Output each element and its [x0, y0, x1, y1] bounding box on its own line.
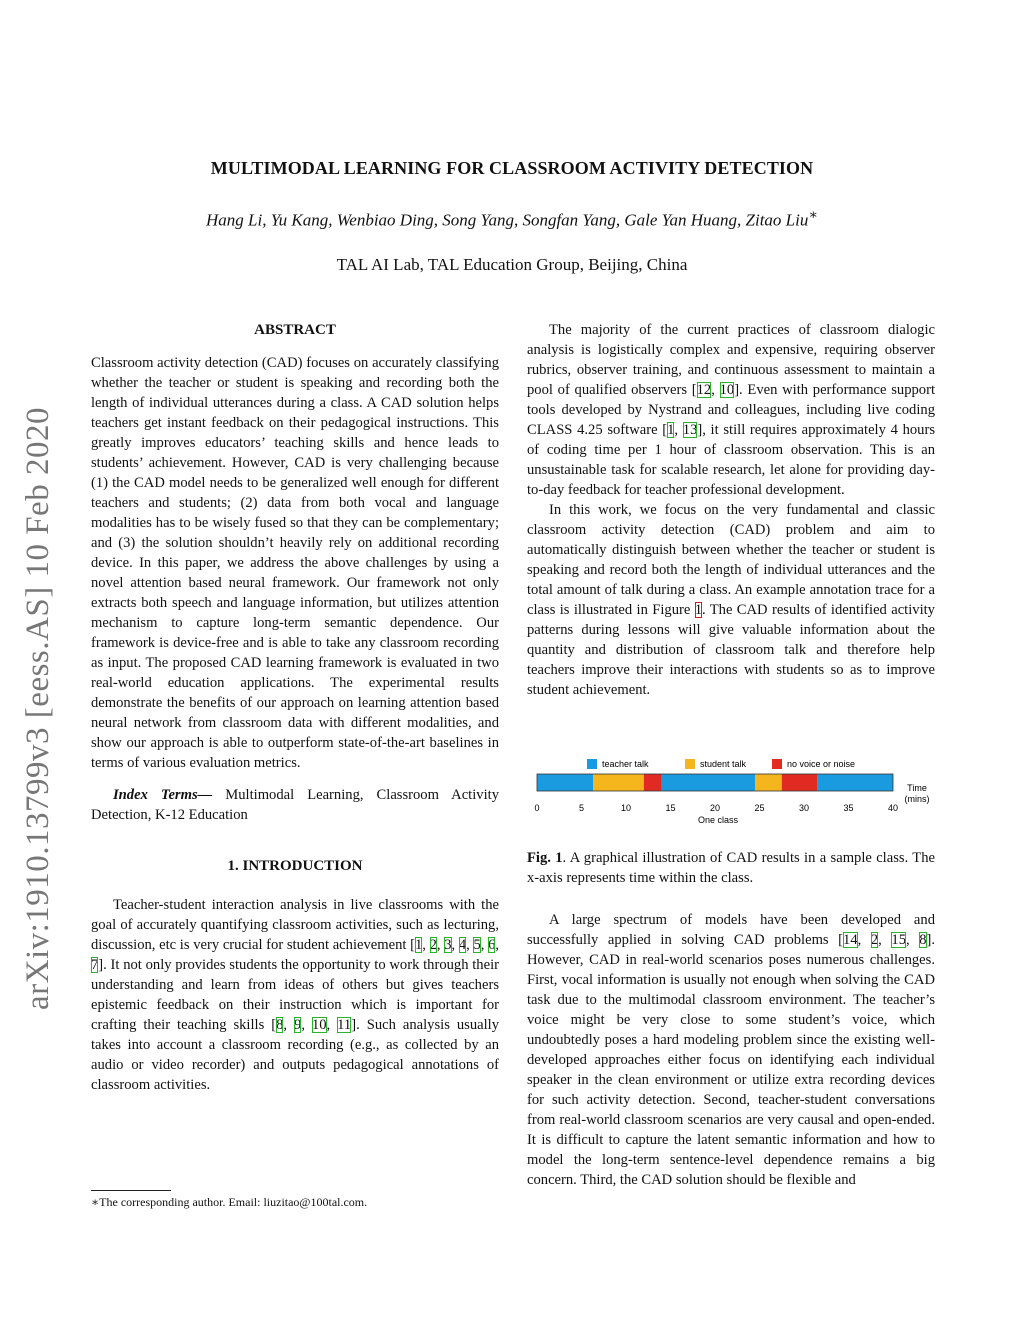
affiliation: TAL AI Lab, TAL Education Group, Beijing, China: [336, 255, 688, 274]
figure-link[interactable]: 1: [694, 602, 702, 618]
citation-separator: ,: [857, 932, 871, 948]
x-axis-ticks: [534, 803, 898, 813]
abstract-heading: ABSTRACT: [254, 322, 336, 338]
citation-link[interactable]: 5: [473, 937, 481, 953]
timeline-segment: [537, 774, 593, 791]
legend-swatch: [772, 759, 782, 769]
corresponding-mark: ∗: [808, 207, 818, 223]
x-tick-label: 25: [754, 803, 765, 813]
abstract-text: Classroom activity detection (CAD) focuses on accurately classifying whether the teacher or student is speaking and recording both the length of individual utterances during a class. A CAD solution helps teachers get instant feedback on their pedagogical instructions. This greatly improves educators’ teaching skills and hence leads to students’ achievement. However, CAD is very challenging because (1) the CAD model needs to be generalized well enough for different teachers and students; (2) data from both vocal and language modalities has to be wisely fused so that they can be complementary; and (3) the solution shouldn’t heavily rely on additional recording device. In this paper, we address the above challenges by using a novel attention based neural framework. Our framework not only extracts both speech and language information, but utilizes attention mechanism to capture long-term semantic dependence. Our framework is device-free and is able to take any classroom recording as input. The proposed CAD learning framework is evaluated in two real-world education applications. The experimental results demonstrate the benefits of our approach on learning attention based neural network from classroom data with different modalities, and show our approach is able to outperform state-of-the-art baselines in terms of various evaluation metrics.: [91, 355, 499, 771]
intro-text-b: ]. It not only provides students the opportunity to work through their understanding and learn from ideas of others but gives teachers epistemic feedback on their instruction which is important for crafting their teaching skills [: [91, 957, 499, 1033]
x-tick-label: 35: [843, 803, 854, 813]
chart-legend: [587, 759, 855, 769]
citation-link[interactable]: 15: [891, 932, 906, 948]
legend-swatch: [587, 759, 597, 769]
citation-group: [276, 1017, 351, 1033]
x-tick-label: 20: [709, 803, 721, 813]
right-p3-text-b: ]. However, CAD in real-world scenarios poses numerous challenges. First, vocal information is usually not enough when solving the CAD task due to the multimodal classroom environment. The teacher’s voice might be very close to some student’s voice, which undoubtedly poses a hard modeling problem since the existing well-developed approaches either focus on identifying each individual speaker in the clean environment or utilize extra recording devices for such activity detection. Second, teacher-student conversations from real-world classroom scenarios are very causal and open-ended. It is difficult to capture the latent semantic information and how to model the long-term sentence-level dependence remains a big concern. Third, the CAD solution should be flexible and: [527, 932, 936, 1188]
paper-title: MULTIMODAL LEARNING FOR CLASSROOM ACTIVITY DETECTION: [210, 158, 814, 178]
timeline-segment: [817, 774, 893, 791]
right-text-c: ], it still requires approximately 4 hours of coding time per 1 hour of classroom observation. This is an unsustainable task for scalable research, let alone for providing day-to-day feedback for teacher professional development.: [527, 422, 936, 498]
right-column: [527, 320, 935, 700]
x-tick-label: 40: [887, 803, 899, 813]
right-p2-text-a: In this work, we focus on the very fundamental and classic classroom activity detection (CAD) problem and aim to automatically distinguish between whether the teacher or student is speaking and record both the length of individual utterances and the total amount of talk during a class. An example annotation trace for a class is illustrated in Figure: [527, 502, 935, 618]
cad-timeline-figure: [527, 752, 935, 832]
timeline-bar: [537, 774, 893, 791]
timeline-segment: [644, 774, 662, 791]
citation-separator: ,: [711, 382, 720, 398]
citation-link[interactable]: 10: [311, 1017, 327, 1033]
citation-link[interactable]: 12: [696, 382, 712, 398]
timeline-segment: [755, 774, 782, 791]
figure-caption: [527, 848, 935, 888]
citation-separator: ,: [466, 937, 474, 953]
citation-link[interactable]: 14: [843, 932, 858, 948]
footnote: ∗The corresponding author. Email: liuzitao@100tal.com.: [91, 1195, 368, 1209]
citation-separator: ,: [301, 1017, 312, 1033]
legend-label: no voice or noise: [787, 759, 856, 769]
x-axis-unit-time: Time: [907, 783, 927, 793]
intro-paragraph-1: [91, 895, 499, 1095]
right-p3-text-a: A large spectrum of models have been developed and successfully applied in solving CAD problems [: [527, 912, 935, 948]
citation-separator: ,: [436, 937, 445, 953]
citation-separator: ,: [674, 422, 683, 438]
citation-link[interactable]: 2: [870, 932, 879, 948]
right-paragraph-1: [527, 320, 935, 500]
index-terms-label: Index Terms—: [113, 787, 213, 803]
x-axis-label: One class: [697, 815, 739, 825]
timeline-segment: [593, 774, 644, 791]
intro-text-c: ]. Such analysis usually takes into account a classroom recording (e.g., as collected by an audio or video recorder) and outputs pedagogical annotations of classroom activities.: [91, 1017, 500, 1093]
x-tick-label: 10: [620, 803, 632, 813]
citation-group: [843, 932, 926, 948]
index-terms: [91, 785, 499, 825]
citation-link[interactable]: 9: [294, 1017, 302, 1033]
right-p2-text-b: . The CAD results of identified activity patterns during lessons will give valuable information about the quantity and distribution of classroom talk and therefore help teachers improve their interactions with students so as to improve student achievement.: [527, 602, 935, 698]
right-column-lower: [527, 910, 935, 1190]
citation-group: [697, 382, 735, 398]
right-text-a: The majority of the current practices of classroom dialogic analysis is logistically complex and expensive, requiring observer rubrics, observer training, and continuous assessment to maintain a pool of qualified observers [: [527, 322, 935, 398]
citation-separator: ,: [905, 932, 920, 948]
left-column: [91, 320, 499, 1095]
citation-separator: ,: [451, 937, 459, 953]
citation-separator: ,: [283, 1017, 295, 1033]
x-tick-label: 30: [798, 803, 810, 813]
intro-heading: 1. INTRODUCTION: [227, 858, 363, 874]
right-paragraph-2: [527, 500, 935, 700]
citation-link[interactable]: 4: [458, 937, 467, 953]
x-axis-unit-mins: (mins): [904, 794, 930, 804]
citation-link[interactable]: 6: [488, 937, 496, 953]
caption-label: Fig. 1: [527, 850, 563, 866]
citation-link[interactable]: 8: [919, 932, 927, 948]
timeline-segment: [782, 774, 818, 791]
citation-link[interactable]: 7: [91, 957, 99, 973]
right-text-b: ]. Even with performance support tools developed by Nystrand and colleagues, including live coding CLASS 4.25 software [: [527, 382, 936, 438]
citation-link[interactable]: 8: [276, 1017, 284, 1033]
citation-separator: ,: [422, 937, 430, 953]
legend-label: teacher talk: [602, 759, 649, 769]
author-list: [0, 207, 1024, 231]
citation-link[interactable]: 1: [667, 422, 675, 438]
caption-text: . A graphical illustration of CAD results in a sample class. The x-axis represents time within the class.: [527, 850, 935, 886]
index-terms-text: Multimodal Learning, Classroom Activity Detection, K-12 Education: [91, 787, 499, 823]
authors-text: Hang Li, Yu Kang, Wenbiao Ding, Song Yang, Songfan Yang, Gale Yan Huang, Zitao Liu: [206, 210, 809, 230]
citation-link[interactable]: 3: [444, 937, 452, 953]
intro-text-a: Teacher-student interaction analysis in live classrooms with the goal of accurately quantifying classroom activities, such as lecturing, discussion, etc is very crucial for student achievement [: [91, 897, 499, 953]
legend-swatch: [685, 759, 695, 769]
right-paragraph-3: [527, 910, 935, 1190]
x-tick-label: 15: [665, 803, 676, 813]
legend-label: student talk: [700, 759, 747, 769]
citation-separator: ,: [480, 937, 489, 953]
citation-link[interactable]: 13: [682, 422, 698, 438]
citation-link[interactable]: 1: [414, 937, 423, 953]
citation-group: [667, 422, 697, 438]
arxiv-stamp: arXiv:1910.13799v3 [eess.AS] 10 Feb 2020: [20, 407, 56, 1010]
citation-separator: ,: [326, 1017, 338, 1033]
citation-link[interactable]: 10: [719, 382, 735, 398]
citation-separator: ,: [878, 932, 892, 948]
x-tick-label: 0: [534, 803, 540, 813]
footnote-rule: [91, 1190, 171, 1191]
citation-link[interactable]: 11: [337, 1017, 352, 1033]
citation-separator: ,: [495, 937, 500, 953]
timeline-segment: [662, 774, 755, 791]
x-tick-label: 5: [578, 803, 585, 813]
citation-link[interactable]: 2: [429, 937, 437, 953]
